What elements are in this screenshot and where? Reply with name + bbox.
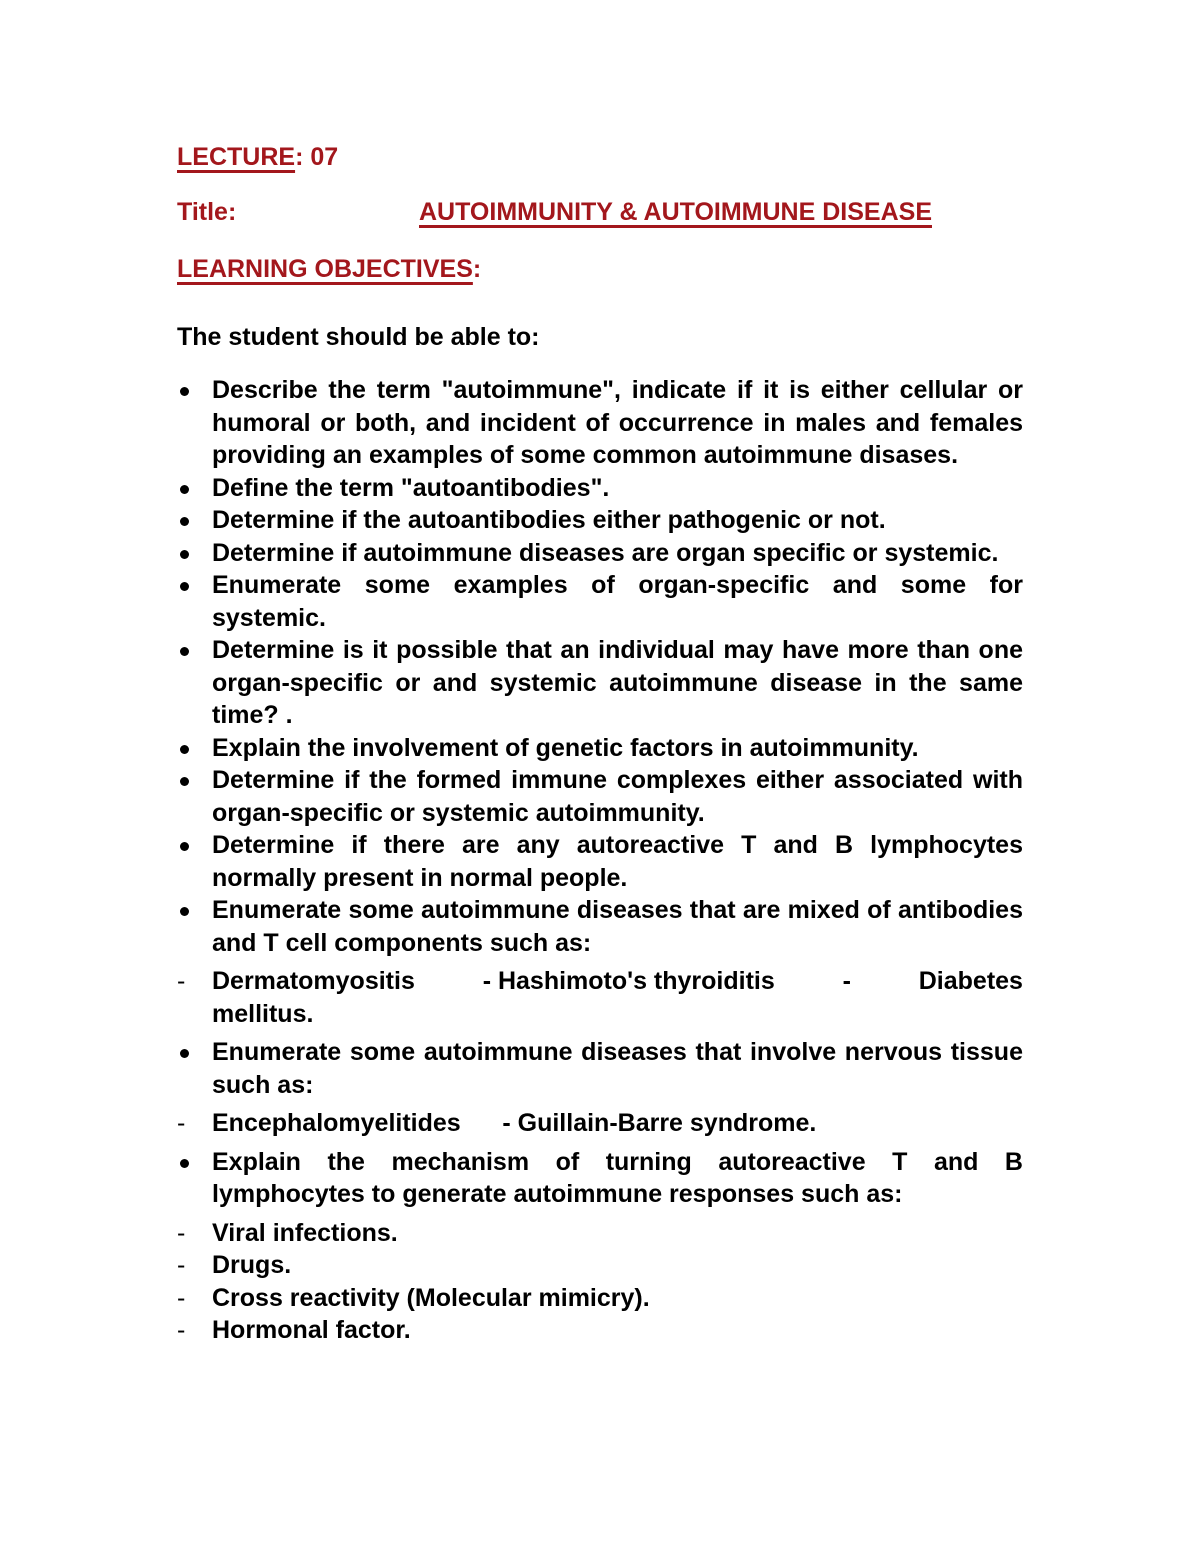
list-item-text: Viral infections. xyxy=(212,1218,398,1247)
list-item-text: Encephalomyelitides - Guillain-Barre syndrome. xyxy=(212,1109,817,1137)
list-item-text: Determine is it possible that an individual may have more than one organ-specific or and systemic autoimmune disease in the same time? . xyxy=(212,636,1023,729)
title-label: Title: xyxy=(177,198,237,226)
objectives-list xyxy=(177,374,1023,1347)
dash-marker: - xyxy=(177,1109,186,1137)
list-item xyxy=(177,732,1023,765)
list-item-text: Enumerate some autoimmune diseases that are mixed of antibodies and T cell components such as: xyxy=(212,896,1023,957)
list-item xyxy=(177,829,1023,894)
list-item xyxy=(177,1107,1023,1140)
list-item xyxy=(177,894,1023,959)
list-item xyxy=(177,1282,1023,1315)
list-item xyxy=(177,569,1023,634)
objectives-colon: : xyxy=(472,255,482,283)
list-item xyxy=(177,1249,1023,1282)
list-item xyxy=(177,1314,1023,1347)
list-item xyxy=(177,634,1023,732)
list-item-text: Determine if the autoantibodies either pathogenic or not. xyxy=(212,506,886,534)
lecture-number: 07 xyxy=(303,143,339,171)
list-item-text: Cross reactivity (Molecular mimicry). xyxy=(212,1283,650,1312)
sub-item-part: - Hashimoto's thyroiditis xyxy=(482,967,775,995)
list-item-text: Determine if there are any autoreactive T and B lymphocytes normally present in normal people. xyxy=(212,831,1023,892)
list-item xyxy=(177,472,1023,505)
sub-item-continuation: mellitus. xyxy=(212,999,314,1028)
list-item-text: Hormonal factor. xyxy=(212,1316,411,1344)
list-item-text: Enumerate some autoimmune diseases that involve nervous tissue such as: xyxy=(212,1038,1023,1099)
objectives-label: LEARNING OBJECTIVES xyxy=(177,255,473,283)
list-item-text: Determine if autoimmune diseases are organ specific or systemic. xyxy=(212,538,999,567)
objectives-heading xyxy=(177,257,481,282)
title-heading xyxy=(177,198,932,226)
lecture-heading xyxy=(177,145,338,170)
list-item xyxy=(177,537,1023,570)
intro-text: The student should be able to: xyxy=(177,323,540,351)
sub-item-line xyxy=(212,965,1023,998)
lecture-colon: : xyxy=(295,143,304,171)
dash-marker: - xyxy=(177,967,186,995)
list-item xyxy=(177,1036,1023,1101)
list-item-text: Explain the involvement of genetic factors in autoimmunity. xyxy=(212,733,919,762)
lecture-label: LECTURE xyxy=(177,143,296,171)
sub-item-part: Diabetes xyxy=(918,967,1023,995)
list-item xyxy=(177,1146,1023,1211)
dash-marker: - xyxy=(177,1283,186,1312)
list-item-text: Drugs. xyxy=(212,1251,292,1279)
list-item-text: Describe the term "autoimmune", indicate if it is either cellular or humoral or both, and incident of occurrence in males and females providing an examples of some common autoimmune disases. xyxy=(212,376,1023,469)
list-item-text: Define the term "autoantibodies". xyxy=(212,473,610,502)
list-item-text: Enumerate some examples of organ-specific and some for systemic. xyxy=(212,571,1023,632)
list-item xyxy=(177,1217,1023,1250)
sub-item-part: - xyxy=(842,967,851,995)
list-item xyxy=(177,504,1023,537)
sub-item-part: Dermatomyositis xyxy=(212,967,415,995)
title-value: AUTOIMMUNITY & AUTOIMMUNE DISEASE xyxy=(419,198,932,226)
list-item xyxy=(177,374,1023,472)
dash-marker: - xyxy=(177,1316,186,1344)
list-item xyxy=(177,764,1023,829)
list-item-text: Determine if the formed immune complexes either associated with organ-specific or systemic autoimmunity. xyxy=(212,766,1023,827)
list-item-text: Explain the mechanism of turning autoreactive T and B lymphocytes to generate autoimmune responses such as: xyxy=(212,1147,1023,1208)
dash-marker: - xyxy=(177,1251,186,1279)
list-item xyxy=(177,965,1023,1030)
dash-marker: - xyxy=(177,1218,186,1247)
